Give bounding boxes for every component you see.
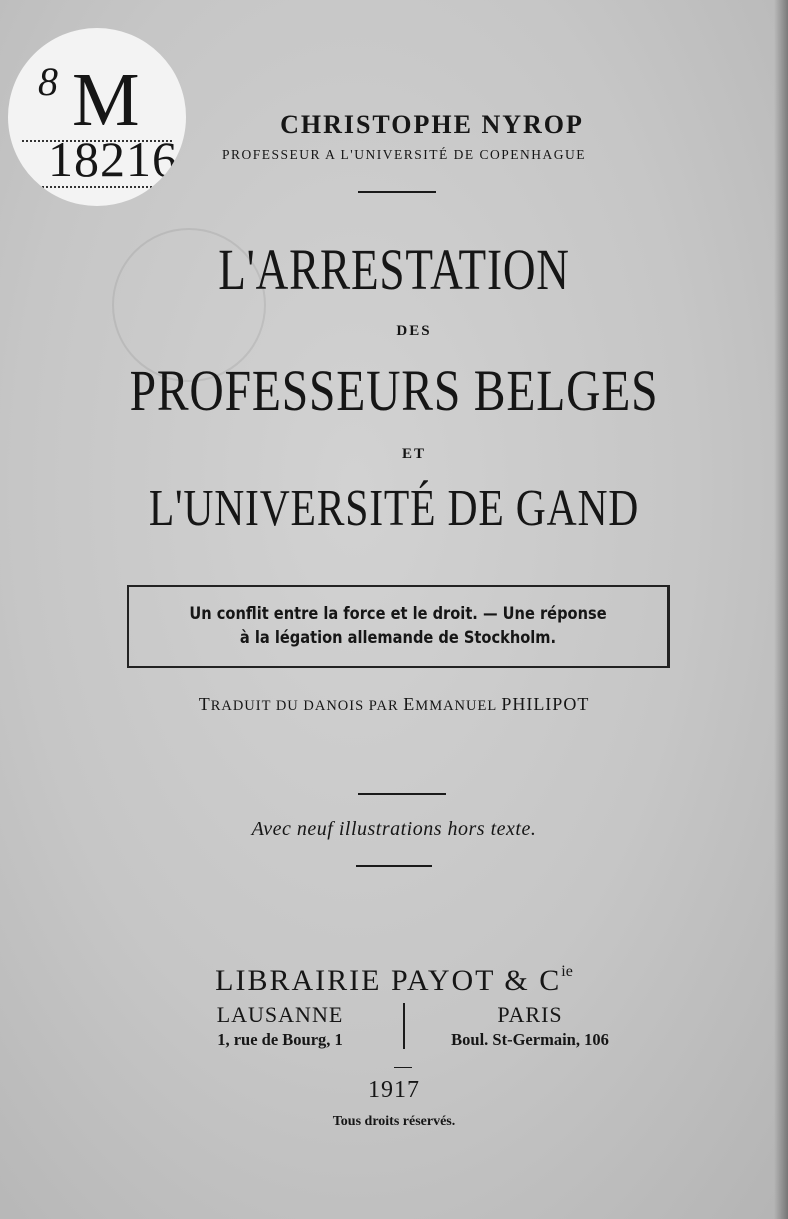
stamp-rule-bottom (22, 186, 172, 188)
title-line-3: L'UNIVERSITÉ DE GAND (148, 480, 640, 537)
title-connector-et: ET (401, 446, 426, 462)
stamp-prefix: 8 (38, 59, 58, 104)
subtitle-line-2: à la légation allemande de Stockholm. (239, 628, 557, 648)
publisher-name-main: LIBRAIRIE PAYOT & C (215, 964, 562, 997)
subtitle-box (127, 585, 670, 668)
translator-e-rest: MMANUEL (415, 698, 502, 714)
publication-year: 1917 (368, 1077, 420, 1103)
divider-top (358, 191, 436, 193)
divider-middle (358, 793, 446, 795)
stamp-letter: M (72, 58, 140, 142)
publisher-column-separator (403, 1003, 405, 1049)
stamp-number: 18216 (48, 131, 178, 187)
translator-e-initial: E (403, 694, 416, 714)
title-line-2: PROFESSEURS BELGES (129, 358, 659, 423)
author-affiliation: PROFESSEUR A L'UNIVERSITÉ DE COPENHAGUE (222, 147, 586, 162)
publisher-city-paris: PARIS (497, 1002, 563, 1027)
translator-surname: PHILIPOT (501, 694, 590, 714)
translator-credit (0, 694, 788, 715)
title-connector-des: DES (396, 323, 432, 339)
translator-t-rest: RADUIT DU DANOIS PAR (210, 698, 404, 714)
divider-year (394, 1067, 412, 1068)
author-name: CHRISTOPHE NYROP (280, 110, 584, 139)
publisher-name-suffix: ie (561, 963, 573, 980)
divider-lower (356, 865, 432, 867)
illustrations-note: Avec neuf illustrations hors texte. (251, 818, 537, 840)
publisher-city-lausanne: LAUSANNE (216, 1002, 344, 1027)
subtitle-line-1: Un conflit entre la force et le droit. — Une réponse (189, 604, 607, 624)
publisher-address-paris: Boul. St-Germain, 106 (451, 1030, 609, 1049)
page-edge-shadow (774, 0, 788, 1219)
publisher-address-lausanne: 1, rue de Bourg, 1 (217, 1030, 343, 1049)
title-line-1: L'ARRESTATION (218, 237, 570, 302)
publisher-name (0, 963, 788, 998)
translator-t-initial: T (198, 694, 211, 714)
rights-notice: Tous droits réservés. (332, 1114, 456, 1129)
